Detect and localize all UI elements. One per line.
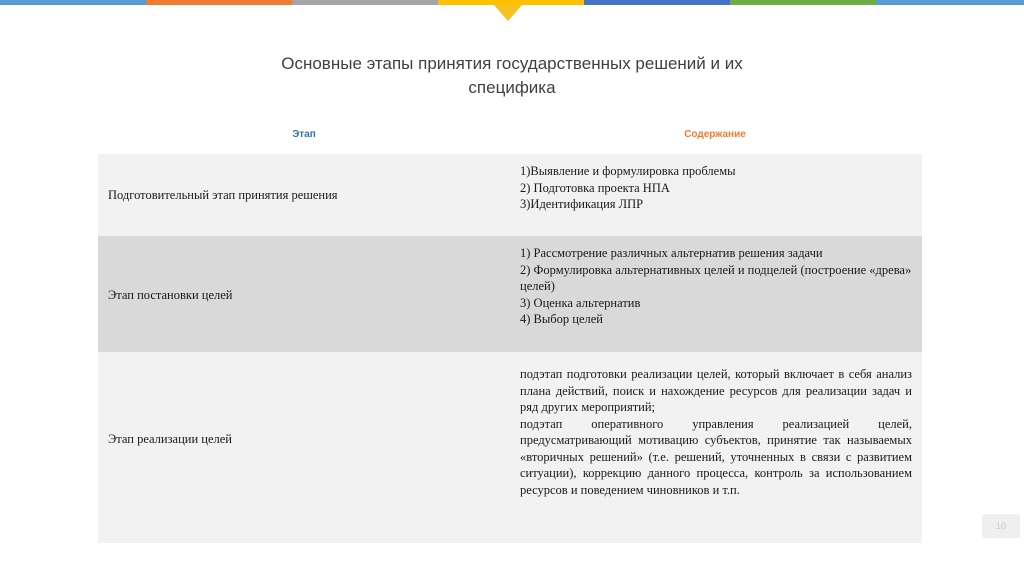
content-line: 1) Рассмотрение различных альтернатив решения задачи [520, 246, 823, 260]
content-paragraph: подэтап подготовки реализации целей, который включает в себя анализ плана действий, поиск и нахождение ресурсов для реализации задач и ряд других мероприятий; [520, 367, 912, 414]
content-line: 1)Выявление и формулировка проблемы [520, 164, 736, 178]
stage-name: Этап постановки целей [108, 288, 233, 302]
top-bar-segment [292, 0, 438, 5]
slide-number-badge: 10 [982, 514, 1020, 538]
slide-title [0, 52, 1024, 100]
stage-name: Этап реализации целей [108, 432, 232, 446]
content-line: 2) Формулировка альтернативных целей и подцелей (построение «древа» целей) [520, 262, 912, 293]
stage-content [520, 163, 912, 213]
content-line: 4) Выбор целей [520, 312, 603, 326]
top-bar-segment [146, 0, 292, 5]
content-line: 3) Оценка альтернатив [520, 295, 641, 310]
content-line: 2) Подготовка проекта НПА [520, 180, 670, 195]
top-pointer-triangle-icon [494, 5, 522, 21]
column-header-content: Содержание [684, 129, 746, 140]
stage-content [520, 366, 912, 498]
slide-title-line-1: Основные этапы принятия государственных решений и их [281, 54, 743, 73]
stage-content [520, 245, 912, 328]
column-header-stage: Этап [292, 129, 316, 140]
stage-name: Подготовительный этап принятия решения [108, 188, 338, 202]
content-line: 3)Идентификация ЛПР [520, 197, 644, 211]
top-bar-segment [730, 0, 876, 5]
slide-title-line-2: специфика [468, 78, 556, 97]
top-bar-segment [876, 0, 1024, 5]
table-row [98, 352, 922, 543]
top-bar-segment [0, 0, 146, 5]
top-bar-segment [584, 0, 730, 5]
table-row [98, 154, 922, 236]
table-row [98, 236, 922, 352]
content-paragraph: подэтап оперативного управления реализацией целей, предусматривающий мотивацию субъектов, принятие так называемых «вторичных решений» (т.е. решений, уточненных в связи с развитием ситуации), коррекцию данного процесса, контроль за использованием ресурсов и поведением чиновников и т.п. [520, 416, 912, 497]
